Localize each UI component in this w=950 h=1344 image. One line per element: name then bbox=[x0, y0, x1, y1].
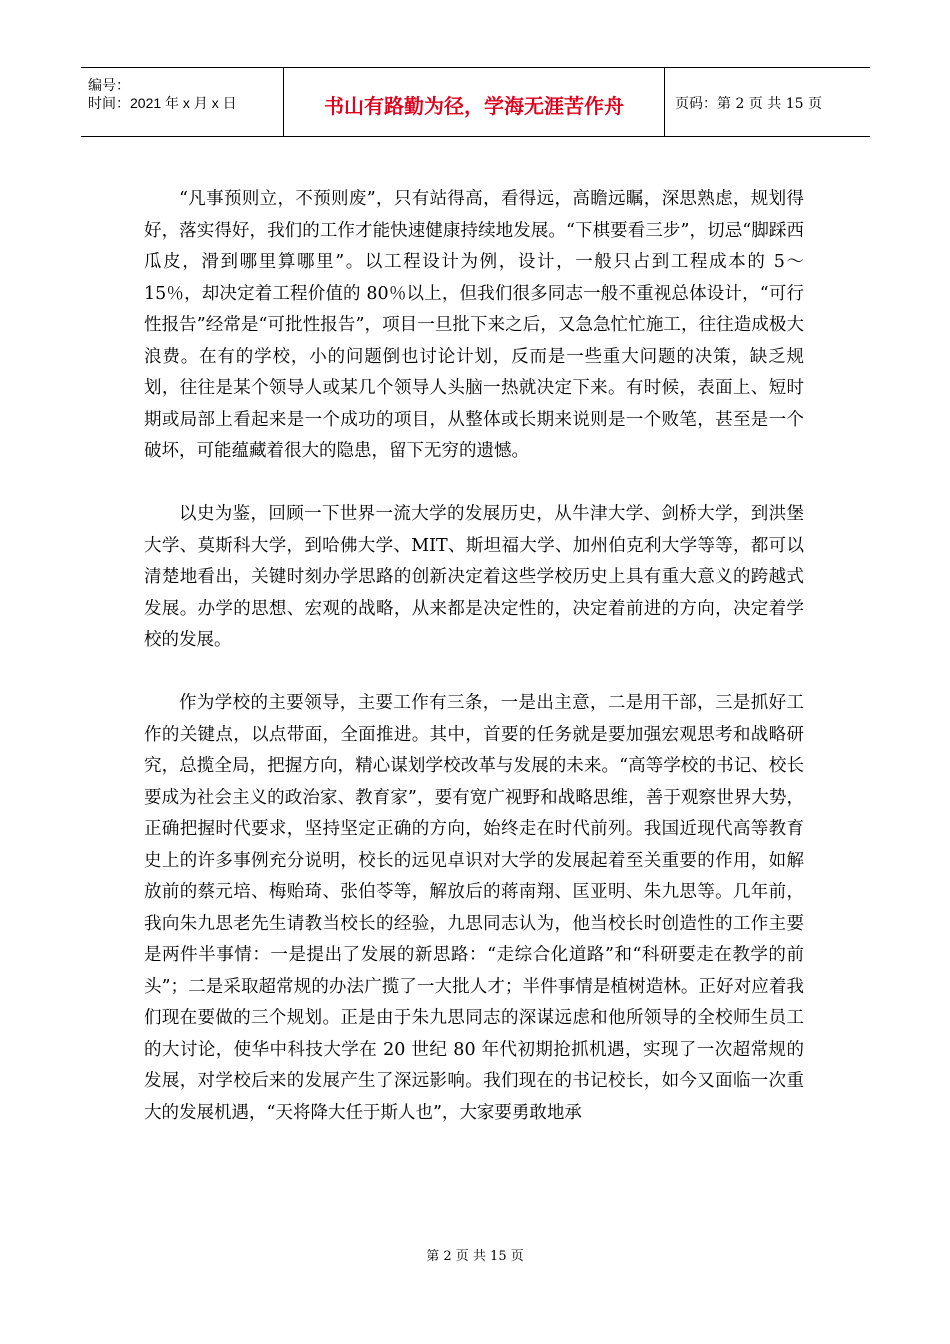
paragraph: 以史为鉴，回顾一下世界一流大学的发展历史，从牛津大学、剑桥大学，到洪堡大学、莫斯科大学，到哈佛大学、MIT、斯坦福大学、加州伯克利大学等等，都可以清楚地看出，关键时刻办学思路的创新决定着这些学校历史上具有重大意义的跨越式发展。办学的思想、宏观的战略，从来都是决定性的，决定着前进的方向，决定着学校的发展。 bbox=[144, 504, 804, 650]
header-meta-cell bbox=[81, 68, 284, 136]
document-body bbox=[144, 184, 804, 1161]
document-time-label: 时间：2021 年 x 月 x 日 bbox=[88, 95, 237, 111]
header-page-cell bbox=[665, 68, 870, 136]
header-page-info: 页码：第 2 页 共 15 页 bbox=[675, 96, 822, 112]
document-number-label: 编号： bbox=[88, 77, 130, 93]
page-footer: 第 2 页 共 15 页 bbox=[426, 1249, 524, 1264]
page-header bbox=[81, 67, 870, 137]
header-motto-cell bbox=[284, 68, 665, 136]
paragraph: 作为学校的主要领导，主要工作有三条，一是出主意，二是用干部，三是抓好工作的关键点，以点带面，全面推进。其中，首要的任务就是要加强宏观思考和战略研究，总揽全局，把握方向，精心谋划学校改革与发展的未来。“高等学校的书记、校长要成为社会主义的政治家、教育家”，要有宽广视野和战略思维，善于观察世界大势，正确把握时代要求，坚持坚定正确的方向，始终走在时代前列。我国近现代高等教育史上的许多事例充分说明，校长的远见卓识对大学的发展起着至关重要的作用，如解放前的蔡元培、梅贻琦、张伯苓等，解放后的蒋南翔、匡亚明、朱九思等。几年前，我向朱九思老先生请教当校长的经验，九思同志认为，他当校长时创造性的工作主要是两件半事情：一是提出了发展的新思路：“走综合化道路”和“科研要走在教学的前头”；二是采取超常规的办法广揽了一大批人才；半件事情是植树造林。正好对应着我们现在要做的三个规划。正是由于朱九思同志的深谋远虑和他所领导的全校师生员工的大讨论，使华中科技大学在 20 世纪 80 年代初期抢抓机遇，实现了一次超常规的发展，对学校后来的发展产生了深远影响。我们现在的书记校长，如今又面临一次重大的发展机遇，“天将降大任于斯人也”，大家要勇敢地承 bbox=[144, 693, 804, 1123]
paragraph: “凡事预则立，不预则废”，只有站得高，看得远，高瞻远瞩，深思熟虑，规划得好，落实得好，我们的工作才能快速健康持续地发展。“下棋要看三步”，切忌“脚踩西瓜皮，滑到哪里算哪里”。以工程设计为例，设计，一般只占到工程成本的 5～15％，却决定着工程价值的 80％以上，但我们很多同志一般不重视总体设计，“可行性报告”经常是“可批性报告”，项目一旦批下来之后，又急急忙忙施工，往往造成极大浪费。在有的学校，小的问题倒也讨论计划，反而是一些重大问题的决策，缺乏规划，往往是某个领导人或某几个领导人头脑一热就决定下来。有时候，表面上、短时期或局部上看起来是一个成功的项目，从整体或长期来说则是一个败笔，甚至是一个破坏，可能蕴藏着很大的隐患，留下无穷的遗憾。 bbox=[144, 189, 804, 461]
header-motto: 书山有路勤为径，学海无涯苦作舟 bbox=[324, 94, 624, 118]
